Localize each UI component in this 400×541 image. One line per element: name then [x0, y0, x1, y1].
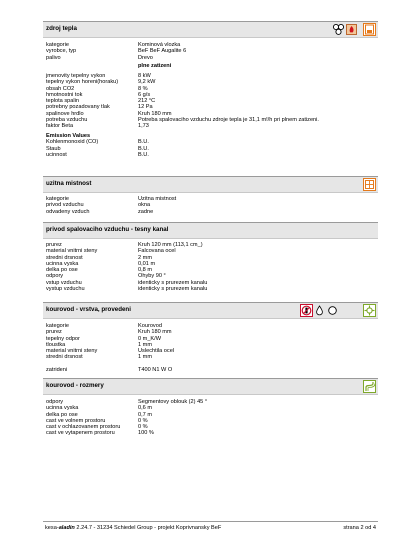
section-header-kourovod [43, 302, 378, 319]
table-row: Staub B.U. [46, 145, 149, 152]
fan-icon [332, 23, 345, 36]
window-icon [363, 178, 376, 191]
no-access-icon [300, 304, 313, 317]
table-row: ucinnost B.U. [46, 151, 149, 158]
section-title: privod spalovaciho vzduchu - tesny kanal [46, 226, 169, 233]
section-header-zdroj [43, 21, 378, 38]
footer-info: kesa-aladin 2.24.7 - 31234 Schiedel Group - projekt Koprivnansky BeF [45, 525, 222, 531]
section-title: kourovod - rozmery [46, 382, 104, 389]
flame-icon [345, 23, 358, 36]
flue-bend-icon [363, 380, 376, 393]
emission-rows [46, 133, 149, 158]
emission-heading: Emission Values [46, 133, 91, 139]
ring-icon [326, 304, 339, 317]
flue-layer-icon [363, 304, 376, 317]
section-title: zdroj tepla [46, 25, 77, 32]
brand-name: kesa-aladin [45, 525, 75, 531]
section-title: kourovod - vrstva, provedeni [46, 306, 131, 313]
drop-icon [313, 304, 326, 317]
page-footer [43, 521, 378, 531]
section-header-kanal [43, 222, 378, 239]
page-number: strana 2 od 4 [343, 525, 376, 531]
section-title: uzitna mistnost [46, 180, 92, 187]
section-header-mistnost [43, 176, 378, 193]
document-page: zdroj tepla kategorie Kominová vlozka vyrobce, typ BeF BeF Augalite 6 palivo Drevo plne zatizeni jmenovity tepelny vykon 8 kW tepelny vykon horeni(horaku) 9,2 kW obsah CO2 8 % hmotnostni tok 6 g/s teplota spalin 212 °C potrebny pozadovany tlak 12 Pa spalinove hrdlo Kruh 180 mm potreba vzduchu Potreba spalovaciho vzduchu zdroje tepla je 31,1 m!/h pri plnem zatizeni. faktor Beta 1,73 Emission Values Kohlenmonoxid (CO) B.U. Staub B.U. ucinnost B.U. uzitna mistnost kategorie Uzitna mistnost privod vzduchu okna odvadeny vzduch zadne privod spalovaciho vzduchu - tesny kanal prurez Kruh 120 mm (113,1 cm_) material vnitrni steny Falcovana ocel stredni drsnost 2 mm ucinna vyska 0,01 m delka po ose 0,8 m odpory Ohyby 90 ° vstup vzduchu identicky s prurezem kanalu vystup vzduchu identicky s prurezem kanalu kourovod - vrstva, provedeni kategorie Kourovod prurez Kruh 180 mm tepelny odpor 0 m_K/W tloustka 1 mm material vnitrni steny Uslechtila ocel stredni drsnost 1 mm zatrideni T400 N1 W O kourovod - rozmery odpory Segmentovy oblouk (2) 45 ° ucinna vyska 0,6 m delka po ose 0,7 m cast ve volnem prostoru 0 % cast v ochlazovanem prostoru 0 % cast ve vytapenem prostoru 100 % kesa-aladin 2.24.7 - 31234 Schiedel Group - projekt Koprivnansky BeF strana 2 od 4 [0, 0, 400, 541]
section-header-rozmery [43, 378, 378, 395]
load-subheading: plne zatizeni [138, 63, 172, 69]
table-row: Kohlenmonoxid (CO) B.U. [46, 139, 149, 146]
heat-source-icon [363, 23, 376, 36]
